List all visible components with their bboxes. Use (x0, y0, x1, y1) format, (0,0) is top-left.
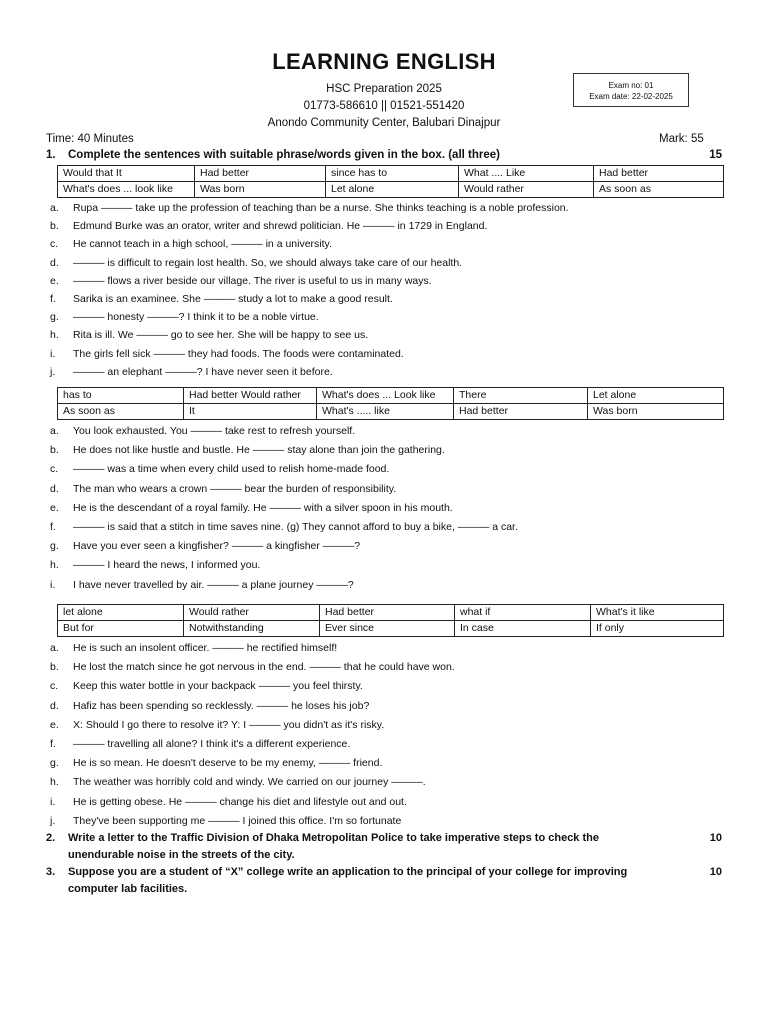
phrase-cell: Was born (195, 182, 326, 198)
item-label: b. (50, 444, 59, 457)
list-item (46, 577, 726, 596)
item-label: d. (50, 699, 59, 712)
item-label: h. (50, 776, 59, 789)
phrase-cell: Had better (454, 404, 588, 420)
list-item (46, 557, 726, 576)
phrase-box-row (58, 621, 724, 637)
item-text: You look exhausted. You ——— take rest to refresh yourself. (73, 425, 356, 437)
list-item (46, 698, 726, 717)
item-text: ——— an elephant ———? I have never seen it before. (73, 365, 333, 378)
list-item (46, 218, 726, 236)
list-item (46, 538, 726, 557)
item-label: i. (50, 795, 56, 808)
phrase-cell: has to (58, 388, 184, 404)
item-label: e. (50, 718, 59, 731)
phrase-cell: what if (455, 605, 591, 621)
item-text: He is the descendant of a royal family. He ——— with a silver spoon in his mouth. (73, 501, 453, 514)
subtitle-address: Anondo Community Center, Balubari Dinajpur (267, 117, 501, 129)
item-label: a. (50, 425, 59, 437)
exam-date: Exam date: 22-02-2025 (589, 92, 673, 101)
question-1-text: Complete the sentences with suitable phrase/words given in the box. (all three) (68, 149, 500, 161)
item-label: a. (50, 642, 59, 654)
item-label: g. (50, 757, 59, 770)
list-item (46, 640, 726, 659)
question-2-mark: 10 (709, 832, 722, 844)
list-item (46, 309, 726, 327)
item-text: Edmund Burke was an orator, writer and shrewd politician. He ——— in 1729 in England. (73, 220, 488, 233)
phrase-cell: What's does ... Look like (317, 388, 454, 404)
phrase-cell: It (184, 404, 317, 420)
phrase-cell: Notwithstanding (184, 621, 320, 637)
phrase-box-3 (57, 604, 724, 637)
list-item (46, 794, 726, 813)
item-label: g. (50, 311, 59, 324)
list-item (46, 255, 726, 273)
item-text: I have never travelled by air. ——— a plane journey ———? (73, 578, 354, 591)
item-text: X: Should I go there to resolve it? Y: I ——— you didn't as it's risky. (73, 718, 385, 731)
list-item (46, 273, 726, 291)
question-1-mark: 15 (709, 149, 722, 161)
question-3-number: 3. (46, 866, 56, 878)
time-label: Time: 40 Minutes (46, 133, 134, 145)
item-text: He lost the match since he got nervous in the end. ——— that he could have won. (73, 661, 455, 674)
item-text: Rupa ——— take up the profession of teaching than be a nurse. She thinks teaching is a noble profession. (73, 202, 569, 214)
item-text: ——— is said that a stitch in time saves nine. (g) They cannot afford to buy a bike, ——— a car. (73, 520, 518, 533)
item-label: b. (50, 661, 59, 674)
list-item (46, 500, 726, 519)
list-item (46, 755, 726, 774)
phrase-cell: If only (591, 621, 724, 637)
phrase-cell: As soon as (594, 182, 724, 198)
phrase-box-2 (57, 387, 724, 420)
phrase-box-row (58, 404, 724, 420)
list-item (46, 813, 726, 832)
phrase-box-1 (57, 165, 724, 198)
list-item (46, 736, 726, 755)
list-item (46, 717, 726, 736)
item-label: d. (50, 256, 59, 269)
item-label: c. (50, 238, 59, 251)
question-2-text: Write a letter to the Traffic Division of Dhaka Metropolitan Police to take imperative steps to check the unendurable noise in the streets of the city. (68, 832, 599, 861)
sentence-list-2 (46, 423, 726, 596)
item-text: The man who wears a crown ——— bear the burden of responsibility. (73, 482, 397, 495)
question-3-text: Suppose you are a student of “X” college write an application to the principal of your college for improving computer lab facilities. (68, 866, 628, 895)
question-2-number: 2. (46, 832, 56, 844)
list-item (46, 346, 726, 364)
phrase-cell: Was born (588, 404, 724, 420)
list-item (46, 461, 726, 480)
list-item (46, 481, 726, 500)
item-text: ——— I heard the news, I informed you. (73, 559, 261, 572)
item-label: i. (50, 347, 56, 360)
phrase-box-row (58, 388, 724, 404)
phrase-box-row (58, 605, 724, 621)
item-label: c. (50, 680, 59, 693)
item-text: He is so mean. He doesn't deserve to be my enemy, ——— friend. (73, 757, 383, 770)
list-item (46, 519, 726, 538)
subtitle-preparation: HSC Preparation 2025 (326, 83, 442, 95)
item-label: h. (50, 329, 59, 342)
item-label: e. (50, 274, 59, 287)
phrase-cell: Let alone (326, 182, 459, 198)
phrase-cell: Ever since (320, 621, 455, 637)
item-label: h. (50, 559, 59, 572)
item-label: b. (50, 220, 59, 233)
phrase-cell: Would rather (184, 605, 320, 621)
item-text: Sarika is an examinee. She ——— study a lot to make a good result. (73, 292, 393, 305)
phrase-cell: But for (58, 621, 184, 637)
phrase-cell: What's does ... look like (58, 182, 195, 198)
item-label: j. (50, 365, 56, 378)
item-text: ——— honesty ———? I think it to be a noble virtue. (73, 311, 319, 324)
phrase-cell: There (454, 388, 588, 404)
phrase-cell: since has to (326, 166, 459, 182)
list-item (46, 442, 726, 461)
phrase-cell: Would rather (459, 182, 594, 198)
item-text: ——— flows a river beside our village. The river is useful to us in many ways. (73, 274, 432, 287)
phrase-box-row (58, 182, 724, 198)
item-label: g. (50, 540, 59, 553)
item-text: Rita is ill. We ——— go to see her. She will be happy to see us. (73, 329, 369, 342)
item-label: i. (50, 578, 56, 591)
phrase-cell: let alone (58, 605, 184, 621)
question-3-mark: 10 (709, 866, 722, 878)
list-item (46, 774, 726, 793)
item-text: Keep this water bottle in your backpack ——— you feel thirsty. (73, 680, 363, 693)
list-item (46, 364, 726, 382)
page-title: LEARNING ENGLISH (272, 49, 496, 74)
list-item (46, 236, 726, 254)
item-label: c. (50, 463, 59, 476)
item-text: He does not like hustle and bustle. He ——— stay alone than join the gathering. (73, 444, 445, 457)
item-text: The weather was horribly cold and windy. We carried on our journey ———. (73, 776, 426, 789)
list-item (46, 423, 726, 442)
phrase-cell: What's ..... like (317, 404, 454, 420)
item-text: He cannot teach in a high school, ——— in a university. (73, 238, 332, 251)
exam-number: Exam no: 01 (608, 81, 654, 90)
phrase-cell: As soon as (58, 404, 184, 420)
item-text: ——— travelling all alone? I think it's a different experience. (73, 737, 351, 750)
item-text: Have you ever seen a kingfisher? ——— a kingfisher ———? (73, 540, 361, 553)
list-item (46, 678, 726, 697)
subtitle-phone: 01773-586610 || 01521-551420 (303, 100, 465, 112)
item-label: d. (50, 482, 59, 495)
item-label: f. (50, 292, 56, 305)
phrase-cell: Had better (195, 166, 326, 182)
list-item (46, 291, 726, 309)
phrase-box-row (58, 166, 724, 182)
phrase-cell: Had better (320, 605, 455, 621)
item-text: Hafiz has been spending so recklessly. ——— he loses his job? (73, 699, 370, 712)
item-label: e. (50, 501, 59, 514)
sentence-list-1 (46, 200, 726, 382)
item-text: The girls fell sick ——— they had foods. The foods were contaminated. (73, 347, 404, 360)
list-item (46, 327, 726, 345)
item-label: f. (50, 520, 56, 533)
phrase-cell: Would that It (58, 166, 195, 182)
item-text: He is such an insolent officer. ——— he rectified himself! (73, 642, 338, 654)
phrase-cell: Had better Would rather (184, 388, 317, 404)
item-text: ——— is difficult to regain lost health. So, we should always take care of our health. (73, 256, 463, 269)
item-label: a. (50, 202, 59, 214)
list-item (46, 659, 726, 678)
sentence-list-3 (46, 640, 726, 832)
item-text: ——— was a time when every child used to relish home-made food. (73, 463, 390, 476)
phrase-cell: What's it like (591, 605, 724, 621)
mark-label: Mark: 55 (659, 133, 704, 145)
list-item (46, 200, 726, 218)
phrase-cell: In case (455, 621, 591, 637)
exam-info-box (573, 73, 689, 107)
item-text: They've been supporting me ——— I joined this office. I'm so fortunate (73, 814, 402, 827)
phrase-cell: What .... Like (459, 166, 594, 182)
phrase-cell: Had better (594, 166, 724, 182)
item-label: j. (50, 814, 56, 827)
item-text: He is getting obese. He ——— change his diet and lifestyle out and out. (73, 795, 407, 808)
item-label: f. (50, 737, 56, 750)
phrase-cell: Let alone (588, 388, 724, 404)
question-1-number: 1. (46, 149, 56, 161)
